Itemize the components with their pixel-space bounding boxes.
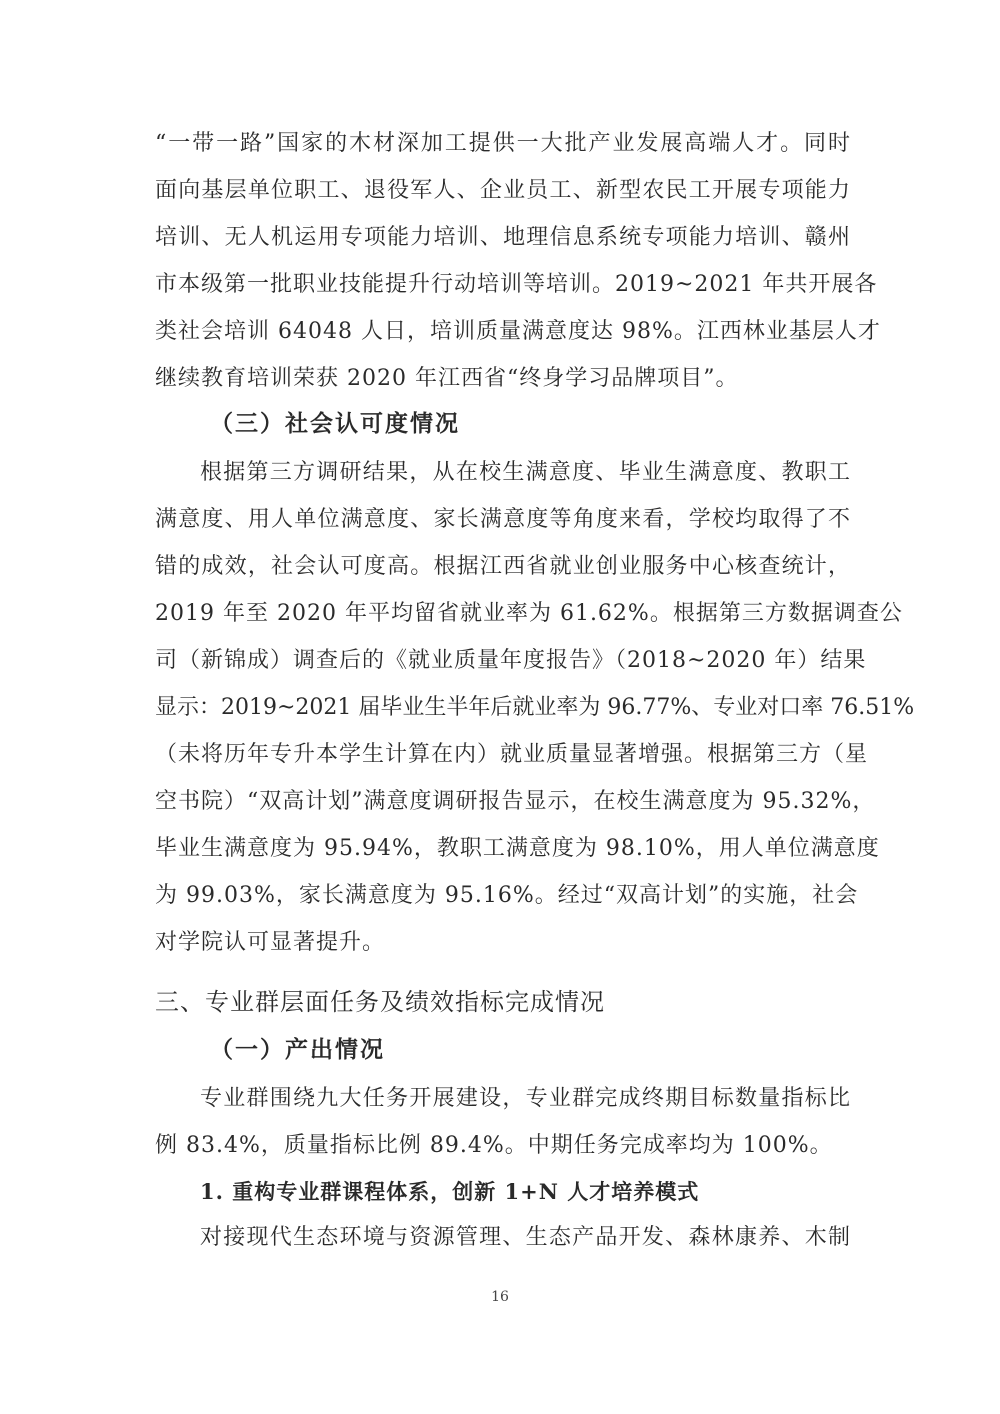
section-heading-output: （一）产出情况	[210, 1036, 385, 1063]
text-line: “一带一路”国家的木材深加工提供一大批产业发展高端人才。同时	[155, 131, 851, 156]
text-line: 空书院）“双高计划”满意度调研报告显示，在校生满意度为 95.32%，	[155, 789, 876, 814]
text-line: 根据第三方调研结果，从在校生满意度、毕业生满意度、教职工	[200, 460, 851, 485]
text-line: 满意度、用人单位满意度、家长满意度等角度来看，学校均取得了不	[155, 507, 851, 532]
text-line: 对接现代生态环境与资源管理、生态产品开发、森林康养、木制	[200, 1225, 851, 1250]
text-line: 例 83.4%，质量指标比例 89.4%。中期任务完成率均为 100%。	[155, 1133, 833, 1158]
text-line: 培训、无人机运用专项能力培训、地理信息系统专项能力培训、赣州	[155, 225, 851, 250]
text-line: 2019 年至 2020 年平均留省就业率为 61.62%。根据第三方数据调查公	[155, 601, 903, 626]
text-line: 毕业生满意度为 95.94%，教职工满意度为 98.10%，用人单位满意度	[155, 836, 880, 861]
text-line: （未将历年专升本学生计算在内）就业质量显著增强。根据第三方（星	[155, 742, 869, 767]
text-line: 面向基层单位职工、退役军人、企业员工、新型农民工开展专项能力	[155, 178, 851, 203]
text-line: 专业群围绕九大任务开展建设，专业群完成终期目标数量指标比	[200, 1086, 851, 1111]
text-line: 类社会培训 64048 人日，培训质量满意度达 98%。江西林业基层人才	[155, 319, 881, 344]
text-line: 显示：2019~2021 届毕业生半年后就业率为 96.77%、专业对口率 76.51%	[155, 695, 915, 720]
text-line: 继续教育培训荣获 2020 年江西省“终身学习品牌项目”。	[155, 366, 739, 391]
text-line: 市本级第一批职业技能提升行动培训等培训。2019~2021 年共开展各	[155, 272, 878, 297]
text-line: 为 99.03%，家长满意度为 95.16%。经过“双高计划”的实施，社会	[155, 883, 859, 908]
text-line: 错的成效，社会认可度高。根据江西省就业创业服务中心核查统计，	[155, 554, 851, 579]
page-number: 16	[491, 1289, 509, 1305]
section-heading-social-recognition: （三）社会认可度情况	[210, 410, 460, 437]
subsection-heading-curriculum: 1. 重构专业群课程体系，创新 1+N 人才培养模式	[200, 1179, 700, 1204]
text-line: 对学院认可显著提升。	[155, 930, 386, 955]
chapter-heading: 三、专业群层面任务及绩效指标完成情况	[155, 988, 605, 1016]
text-line: 司（新锦成）调查后的《就业质量年度报告》（2018~2020 年）结果	[155, 648, 867, 673]
